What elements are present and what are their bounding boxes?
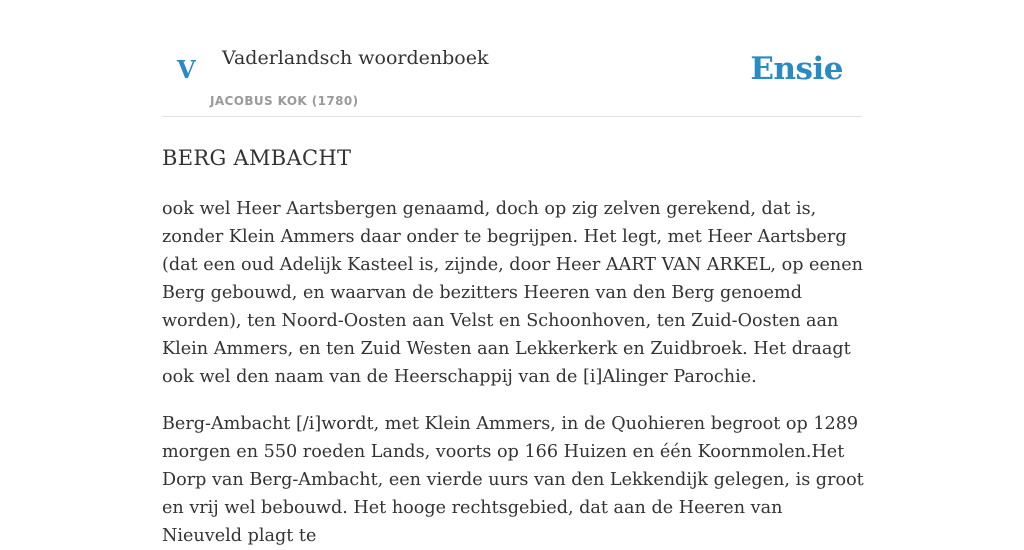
page-container	[162, 0, 862, 550]
letter-index-link[interactable]: V	[177, 55, 196, 84]
entry-paragraph-1: ook wel Heer Aartsbergen genaamd, doch op zig zelven gerekend, dat is, zonder Klein Ammers daar onder te begrijpen. Het legt, met Heer Aartsberg (dat een oud Adelijk Kasteel is, zijnde, door Heer AART VAN ARKEL, op eenen Berg gebouwd, en waarvan de bezitters Heeren van den Berg genoemd worden), ten Noord-Oosten aan Velst en Schoonhoven, ten Zuid-Oosten aan Klein Ammers, en ten Zuid Westen aan Lekkerkerk en Zuidbroek. Het draagt ook wel den naam van de Heerschappij van de [i]Alinger Parochie.	[162, 199, 863, 387]
entry-title: BERG AMBACHT	[162, 146, 352, 170]
book-author: JACOBUS KOK (1780)	[210, 94, 359, 108]
book-title[interactable]: Vaderlandsch woordenboek	[222, 47, 489, 69]
entry-paragraph-2: Berg-Ambacht [/i]wordt, met Klein Ammers, in de Quohieren begroot op 1289 morgen en 550 roeden Lands, voorts op 166 Huizen en één Koornmolen.Het Dorp van Berg-Ambacht, een vierde uurs van den Lekkendijk gelegen, is groot en vrij wel bebouwd. Het hooge rechtsgebied, dat aan de Heeren van Nieuveld plagt te	[162, 414, 864, 546]
header	[162, 0, 862, 117]
ensie-logo[interactable]: Ensie	[750, 51, 843, 87]
